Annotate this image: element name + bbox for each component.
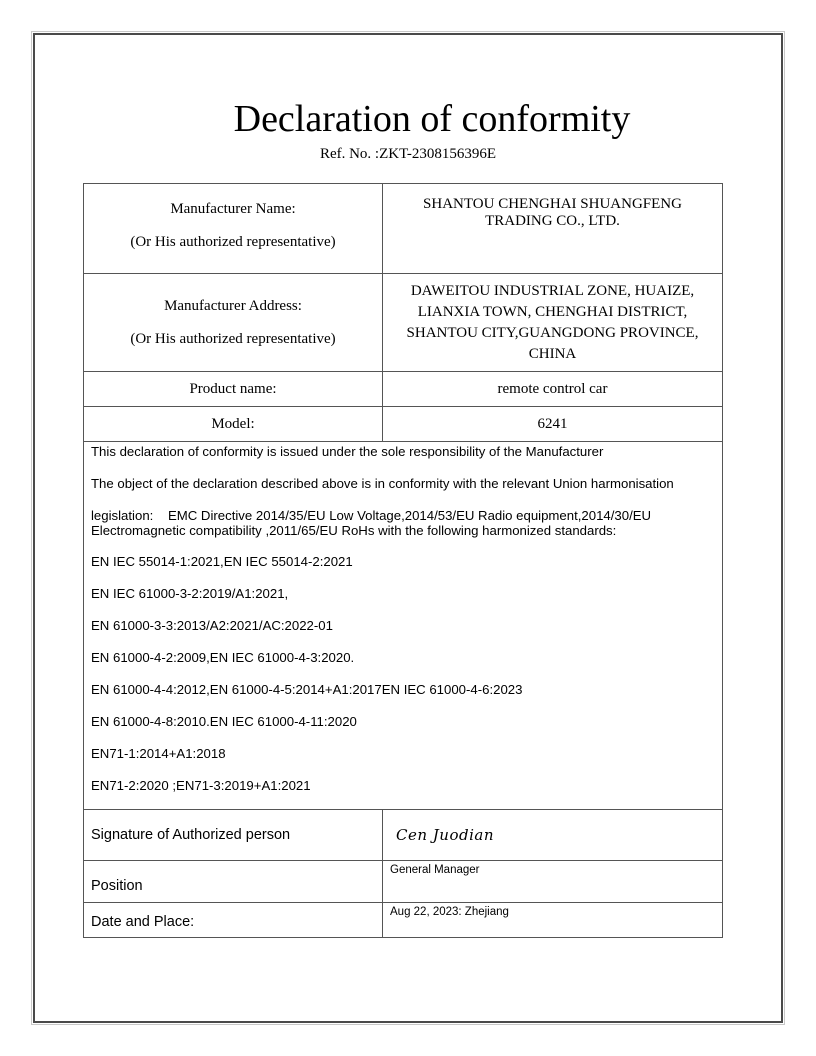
manufacturer-address-label-cell	[84, 274, 383, 372]
date-label: Date and Place:	[84, 903, 383, 938]
standard-item: EN 61000-3-3:2013/A2:2021/AC:2022-01	[91, 618, 333, 633]
position-label: Position	[84, 861, 383, 903]
statement-2: The object of the declaration described above is in conformity with the relevant Union harmonisation	[91, 476, 674, 491]
position-row	[84, 861, 723, 903]
standard-item: EN 61000-4-8:2010.EN IEC 61000-4-11:2020	[91, 714, 357, 729]
standard-item: EN71-1:2014+A1:2018	[91, 746, 226, 761]
model-label: Model:	[84, 407, 383, 442]
product-value: remote control car	[383, 372, 723, 407]
product-row	[84, 372, 723, 407]
standard-item: EN 61000-4-4:2012,EN 61000-4-5:2014+A1:2017EN IEC 61000-4-6:2023	[91, 682, 523, 697]
standard-item: EN IEC 61000-3-2:2019/A1:2021,	[91, 586, 289, 601]
standard-item: EN 61000-4-2:2009,EN IEC 61000-4-3:2020.	[91, 650, 355, 665]
manufacturer-address-row	[84, 274, 723, 372]
standard-item: EN IEC 55014-1:2021,EN IEC 55014-2:2021	[91, 554, 353, 569]
manufacturer-address-value: DAWEITOU INDUSTRIAL ZONE, HUAIZE, LIANXIA TOWN, CHENGHAI DISTRICT, SHANTOU CITY,GUANGDONG PROVINCE, CHINA	[383, 274, 723, 372]
manufacturer-address-sublabel: (Or His authorized representative)	[130, 330, 336, 347]
manufacturer-name-row	[84, 184, 723, 274]
position-value: General Manager	[383, 861, 723, 903]
handwritten-signature: Cen Juodian	[383, 810, 723, 861]
model-value: 6241	[383, 407, 723, 442]
manufacturer-name-value: SHANTOU CHENGHAI SHUANGFENG TRADING CO., LTD.	[383, 184, 723, 274]
signature-label: Signature of Authorized person	[84, 810, 383, 861]
manufacturer-name-label-cell	[84, 184, 383, 274]
manufacturer-name-label: Manufacturer Name:	[170, 200, 296, 217]
declaration-table	[83, 183, 723, 938]
reference-number: Ref. No. :ZKT-2308156396E	[319, 146, 497, 162]
product-label: Product name:	[84, 372, 383, 407]
declaration-row	[84, 442, 723, 810]
manufacturer-address-label: Manufacturer Address:	[164, 297, 302, 314]
standard-item: EN71-2:2020 ;EN71-3:2019+A1:2021	[91, 778, 311, 793]
statement-1: This declaration of conformity is issued under the sole responsibility of the Manufacturer	[91, 444, 604, 459]
model-row	[84, 407, 723, 442]
signature-row	[84, 810, 723, 861]
declaration-body	[84, 442, 723, 810]
manufacturer-name-sublabel: (Or His authorized representative)	[130, 233, 336, 250]
date-value: Aug 22, 2023: Zhejiang	[383, 903, 723, 938]
document-title: Declaration of conformity	[233, 98, 631, 140]
date-row	[84, 903, 723, 938]
legislation-text: legislation: EMC Directive 2014/35/EU Low Voltage,2014/53/EU Radio equipment,2014/30/EU Electromagnetic compatibility ,2011/65/EU RoHs with the following harmonized standards:	[91, 508, 652, 538]
